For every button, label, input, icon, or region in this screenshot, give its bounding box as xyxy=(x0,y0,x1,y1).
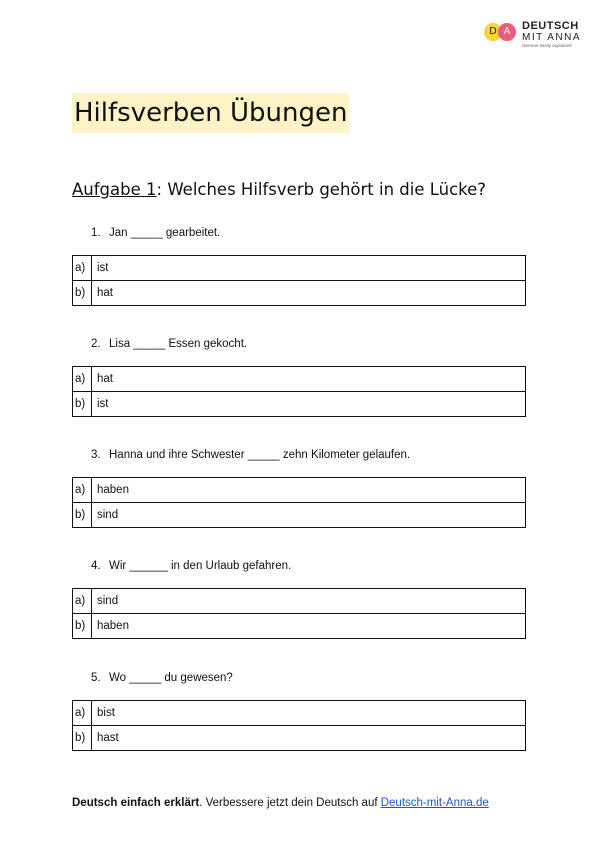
option-text: ist xyxy=(92,256,526,281)
option-row[interactable] xyxy=(73,503,526,528)
option-row[interactable] xyxy=(73,614,526,639)
task-text: : Welches Hilfsverb gehört in die Lücke? xyxy=(156,180,487,199)
option-letter: b) xyxy=(73,392,92,417)
question-number: 1. xyxy=(91,227,101,239)
options-table-2 xyxy=(72,366,526,417)
option-text: hat xyxy=(92,367,526,392)
option-text: haben xyxy=(92,614,526,639)
option-letter: b) xyxy=(73,503,92,528)
logo-tagline: German easily explained xyxy=(522,43,572,48)
options-table-5 xyxy=(72,700,526,751)
task-label: Aufgabe 1 xyxy=(72,180,157,199)
option-letter: a) xyxy=(73,256,92,281)
logo-main-text: DEUTSCH xyxy=(522,20,579,32)
question-text: Lisa _____ Essen gekocht. xyxy=(109,338,248,350)
option-letter: a) xyxy=(73,367,92,392)
option-row[interactable] xyxy=(73,701,526,726)
task-heading xyxy=(72,179,486,201)
question-text: Hanna und ihre Schwester _____ zehn Kilometer gelaufen. xyxy=(109,449,411,461)
logo xyxy=(484,19,594,47)
option-text: bist xyxy=(92,701,526,726)
question-text: Wir ______ in den Urlaub gefahren. xyxy=(109,560,292,572)
question-1 xyxy=(91,226,220,240)
options-table-1 xyxy=(72,255,526,306)
question-number: 5. xyxy=(91,672,101,684)
option-text: haben xyxy=(92,478,526,503)
option-text: hast xyxy=(92,726,526,751)
option-letter: a) xyxy=(73,589,92,614)
option-row[interactable] xyxy=(73,281,526,306)
option-letter: a) xyxy=(73,701,92,726)
question-number: 4. xyxy=(91,560,101,572)
option-row[interactable] xyxy=(73,392,526,417)
option-row[interactable] xyxy=(73,478,526,503)
option-row[interactable] xyxy=(73,589,526,614)
question-2 xyxy=(91,337,247,351)
question-5 xyxy=(91,671,233,685)
question-text: Jan _____ gearbeitet. xyxy=(109,227,221,239)
options-table-4 xyxy=(72,588,526,639)
option-letter: b) xyxy=(73,281,92,306)
question-4 xyxy=(91,559,291,573)
option-text: hat xyxy=(92,281,526,306)
logo-a-circle: A xyxy=(498,23,516,41)
logo-sub-text: MIT ANNA xyxy=(522,32,582,43)
footer xyxy=(72,796,489,810)
options-table-3 xyxy=(72,477,526,528)
question-text: Wo _____ du gewesen? xyxy=(109,672,233,684)
logo-d-circle: D xyxy=(484,23,502,41)
option-letter: b) xyxy=(73,726,92,751)
question-number: 2. xyxy=(91,338,101,350)
option-row[interactable] xyxy=(73,726,526,751)
option-row[interactable] xyxy=(73,256,526,281)
option-row[interactable] xyxy=(73,367,526,392)
option-text: sind xyxy=(92,589,526,614)
question-number: 3. xyxy=(91,449,101,461)
option-text: ist xyxy=(92,392,526,417)
footer-bold-text: Deutsch einfach erklärt xyxy=(72,797,200,809)
footer-link[interactable]: Deutsch-mit-Anna.de xyxy=(380,797,489,809)
option-letter: a) xyxy=(73,478,92,503)
question-3 xyxy=(91,448,410,462)
page-title: Hilfsverben Übungen xyxy=(72,93,349,133)
option-text: sind xyxy=(92,503,526,528)
option-letter: b) xyxy=(73,614,92,639)
footer-text: . Verbessere jetzt dein Deutsch auf xyxy=(199,797,381,809)
